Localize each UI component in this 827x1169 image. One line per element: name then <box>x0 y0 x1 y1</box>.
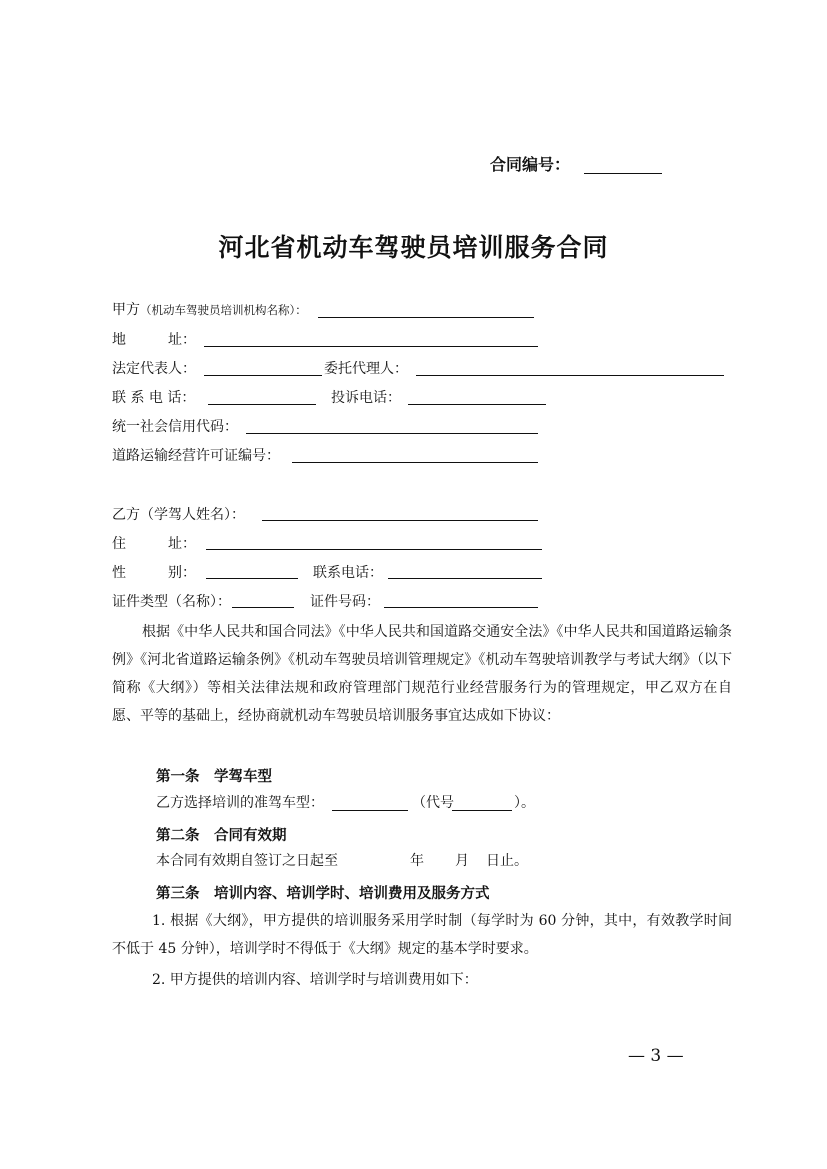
party-b-gender-blank[interactable] <box>206 578 298 579</box>
page-number: — 3 — <box>628 1046 684 1066</box>
party-b-phone-label: 联系电话： <box>313 565 383 581</box>
party-a-legal-rep-blank[interactable] <box>204 375 322 376</box>
party-a-complaint-phone-blank[interactable] <box>408 404 546 405</box>
article-2-year: 年 <box>410 853 424 869</box>
party-a-name-blank[interactable] <box>318 317 534 318</box>
party-a-legal-rep-label: 法定代表人： <box>112 361 196 377</box>
party-a-credit-code-label: 统一社会信用代码： <box>112 419 238 435</box>
vehicle-code-blank[interactable] <box>452 810 512 811</box>
article-2-month: 月 <box>455 853 469 869</box>
article-1-text-b: （代号 <box>412 795 454 811</box>
party-a-name-label <box>112 301 307 319</box>
contract-number-label: 合同编号： <box>490 155 571 174</box>
article-2-title: 第二条 合同有效期 <box>156 827 287 844</box>
article-2-text: 本合同有效期自签订之日起至 <box>156 853 338 869</box>
party-a-credit-code-blank[interactable] <box>246 433 538 434</box>
article-1-text-c: ）。 <box>514 795 535 811</box>
party-a-complaint-phone-label: 投诉电话： <box>331 390 401 406</box>
party-a-address-blank[interactable] <box>204 346 538 347</box>
party-b-id-type-blank[interactable] <box>232 607 294 608</box>
party-a-phone-label: 联 系 电 话： <box>112 390 196 406</box>
article-3-item-1: 1. 根据《大纲》，甲方提供的培训服务采用学时制（每学时为 60 分钟，其中，有效教学时间不低于 45 分钟），培训学时不得低于《大纲》规定的基本学时要求。 <box>112 913 732 957</box>
article-3-title: 第三条 培训内容、培训学时、培训费用及服务方式 <box>156 885 490 902</box>
party-a-note: （机动车驾驶员培训机构名称）： <box>140 303 307 317</box>
party-b-phone-blank[interactable] <box>388 578 542 579</box>
vehicle-type-blank[interactable] <box>332 810 408 811</box>
party-b-address-label: 住 址： <box>112 536 196 552</box>
article-1-title: 第一条 学驾车型 <box>156 768 272 785</box>
party-a-agent-blank[interactable] <box>416 375 724 376</box>
party-b-gender-label: 性 别： <box>112 565 196 581</box>
contract-number-blank[interactable] <box>584 173 662 174</box>
article-1-text-a: 乙方选择培训的准驾车型： <box>156 795 324 811</box>
article-2-day: 日止。 <box>486 853 528 869</box>
party-b-name-blank[interactable] <box>262 520 538 521</box>
document-title: 河北省机动车驾驶员培训服务合同 <box>218 233 609 262</box>
party-b-id-type-label: 证件类型（名称）： <box>112 594 231 610</box>
party-a-agent-label: 委托代理人： <box>324 361 408 377</box>
party-b-name-label: 乙方（学驾人姓名）： <box>112 507 245 523</box>
party-a-prefix: 甲方 <box>112 302 140 318</box>
party-a-permit-blank[interactable] <box>292 462 538 463</box>
party-a-phone-blank[interactable] <box>208 404 316 405</box>
article-3-item-2: 2. 甲方提供的培训内容、培训学时与培训费用如下： <box>152 972 478 988</box>
party-b-address-blank[interactable] <box>206 549 542 550</box>
party-a-address-label: 地 址： <box>112 332 196 348</box>
preamble-paragraph: 根据《中华人民共和国合同法》《中华人民共和国道路交通安全法》《中华人民共和国道路运输条例》《河北省道路运输条例》《机动车驾驶员培训管理规定》《机动车驾驶培训教学与考试大纲》（以下简称《大纲》）等相关法律法规和政府管理部门规范行业经营服务行为的管理规定，甲乙双方在自愿、平等的基础上，经协商就机动车驾驶员培训服务事宜达成如下协议： <box>112 624 732 724</box>
party-b-id-no-blank[interactable] <box>384 607 538 608</box>
party-a-permit-label: 道路运输经营许可证编号： <box>112 448 280 464</box>
party-b-id-no-label: 证件号码： <box>310 594 380 610</box>
